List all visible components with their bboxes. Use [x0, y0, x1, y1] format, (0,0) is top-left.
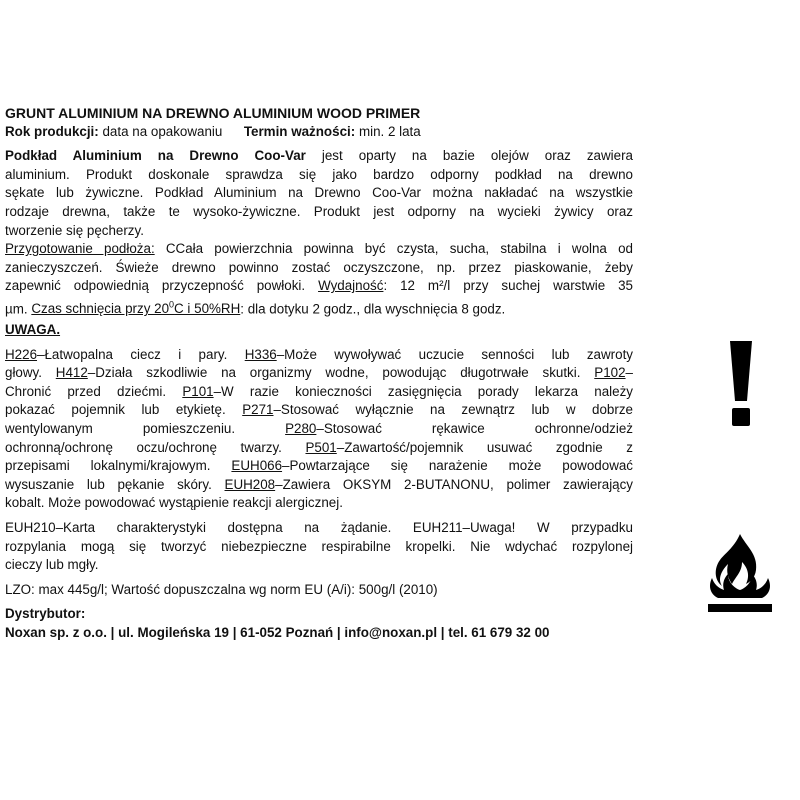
product-name: Podkład Aluminium na Drewno Coo-Var — [5, 148, 306, 164]
hazard-text: –Zawiera OKSYM 2-BUTANONU, polimer zawierający — [275, 476, 634, 492]
warning-heading: UWAGA. — [5, 322, 61, 337]
surface-preparation — [5, 240, 633, 319]
preparation-text: zanieczyszczeń. Świeże drewno powinno zostać oczyszczone, np. przez piaskowanie, żeby — [5, 259, 633, 275]
preparation-text: zapewnić odpowiednią przyczepność powłoki. — [5, 278, 306, 294]
hazard-line: kobalt. Może powodować wystąpienie reakcji alergicznej. — [5, 495, 343, 511]
production-year-value: data na opakowaniu — [102, 123, 223, 139]
hazard-code: P102 — [594, 365, 626, 381]
hazard-text: –W razie konieczności zasięgnięcia porady lekarza należy — [213, 383, 633, 399]
yield-value: : 12 m²/l przy suchej warstwie 35 — [383, 278, 633, 294]
description-text: rodzaje drewna, także te wysoko-żywiczne. Produkt jest odporny na wycieki żywicy oraz — [5, 203, 633, 219]
hazard-text: – — [625, 365, 633, 381]
hazard-line — [5, 439, 633, 458]
description-text: aluminium. Produkt doskonale sprawdza się jako bardzo odporny podkład na drewno — [5, 166, 633, 182]
hazard-code: EUH066 — [231, 458, 283, 474]
hazard-code: H412 — [55, 365, 88, 381]
hazard-code: H336 — [244, 346, 277, 362]
hazard-code: P501 — [305, 439, 337, 455]
validity-value: min. 2 lata — [358, 123, 421, 139]
hazard-text: –Działa szkodliwie na organizmy wodne, powodując długotrwałe skutki. — [87, 365, 595, 381]
yield-unit: µm. — [5, 301, 28, 317]
exclamation-mark-icon — [727, 339, 755, 429]
description-text: jest oparty na bazie olejów oraz zawiera — [321, 148, 633, 164]
hazard-text: wentylowanym pomieszczeniu. — [5, 420, 286, 436]
hazard-statements — [5, 346, 633, 513]
description-text: tworzenie się pęcherzy. — [5, 222, 144, 238]
hazard-code: P280 — [285, 420, 317, 436]
production-info — [5, 123, 633, 142]
voc-info: LZO: max 445g/l; Wartość dopuszczalna wg norm EU (A/i): 500g/l (2010) — [5, 581, 438, 597]
hazard-code: P101 — [182, 383, 214, 399]
hazard-text: Chronić przed dziećmi. — [5, 383, 183, 399]
hazard-line — [5, 401, 633, 420]
degree-sup: 0 — [169, 299, 175, 310]
hazard-line — [5, 476, 633, 495]
drying-label-text: C i 50%RH — [174, 301, 241, 317]
hazard-line — [5, 346, 633, 365]
preparation-label: Przygotowanie podłoża: — [5, 241, 155, 257]
validity-label: Termin ważności: — [243, 123, 356, 139]
hazard-code: P271 — [242, 402, 274, 418]
hazard-line — [5, 457, 633, 476]
hazard-text: –Stosować wyłącznie na zewnątrz lub w dobrze — [273, 402, 633, 418]
hazard-text: pokazać pojemnik lub etykietę. — [5, 402, 243, 418]
preparation-text: CCała powierzchnia powinna być czysta, sucha, stabilna i wolna od — [165, 241, 633, 257]
description-text: sękate lub żywiczne. Podkład Aluminium na Drewno Coo-Var można nakładać na wszystkie — [5, 185, 633, 201]
hazard-code: H226 — [5, 346, 38, 362]
flame-hazard-icon — [706, 532, 774, 614]
product-title: GRUNT ALUMINIUM NA DREWNO ALUMINIUM WOOD PRIMER — [5, 105, 421, 121]
euh-text: EUH210–Karta charakterystyki dostępna na żądanie. EUH211–Uwaga! W przypadku — [5, 519, 633, 535]
hazard-code: EUH208 — [224, 476, 276, 492]
hazard-line — [5, 420, 633, 439]
hazard-text: –Powtarzające się narażenie może powodować — [282, 458, 634, 474]
hazard-text: –Stosować rękawice ochronne/odzież — [316, 420, 633, 436]
hazard-text: –Zawartość/pojemnik usuwać zgodnie z — [336, 439, 634, 455]
hazard-line — [5, 383, 633, 402]
drying-time-value: : dla dotyku 2 godz., dla wyschnięcia 8 godz. — [240, 301, 506, 317]
hazard-text: –Może wywoływać uczucie senności lub zawroty — [276, 346, 633, 362]
product-label — [5, 104, 633, 643]
distributor-details: Noxan sp. z o.o. | ul. Mogileńska 19 | 61-052 Poznań | info@noxan.pl | tel. 61 679 32 00 — [5, 624, 550, 640]
euh-text: cieczy lub mgły. — [5, 557, 99, 573]
hazard-text: przepisami lokalnymi/krajowym. — [5, 458, 232, 474]
hazard-line — [5, 364, 633, 383]
drying-time-label — [31, 301, 240, 316]
hazard-text: głowy. — [5, 365, 56, 381]
euh-statements — [5, 519, 633, 575]
hazard-text: ochronną/ochronę oczu/ochronę twarzy. — [5, 439, 306, 455]
euh-text: rozpylania mogą się tworzyć niebezpieczne respirabilne kropelki. Nie wdychać rozpylonej — [5, 538, 633, 554]
production-year-label: Rok produkcji: — [5, 123, 99, 139]
hazard-text: wysuszanie lub pękanie skóry. — [5, 476, 225, 492]
hazard-text: –Łatwopalna ciecz i pary. — [37, 346, 245, 362]
distributor-label: Dystrybutor: — [5, 606, 86, 622]
product-description — [5, 147, 633, 240]
drying-label-text: Czas schnięcia przy 20 — [31, 301, 170, 317]
yield-label: Wydajność — [318, 278, 384, 294]
